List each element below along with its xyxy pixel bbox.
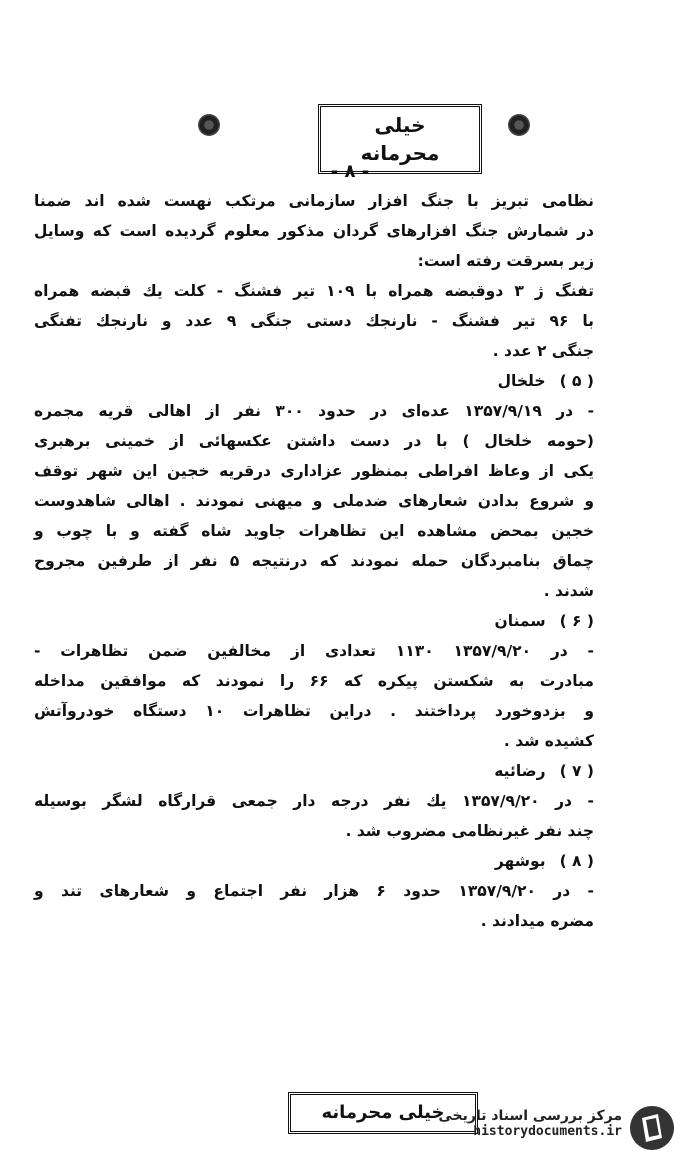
watermark-title: مرکز بررسی اسناد تاریخی [438,1108,622,1124]
section-number: ( ۶ ) [559,612,594,630]
section-line: کشیده شد . [503,732,594,750]
section-line: - در ۱۳۵۷/۹/۲۰ حدود ۶ هزار نفر اجتماع و شعارهای تند و [34,882,594,900]
section-line: چماق بنامبردگان حمله نمودند که درنتیجه ۵ نفر از طرفین مجروح [34,552,594,570]
document-body [34,186,594,936]
intro-line: با ۹۶ تیر فشنگ - نارنجك دستی جنگی ۹ عدد و نارنجك تفنگی [34,312,594,330]
intro-line: زیر بسرقت رفته است: [417,252,594,270]
section-number: ( ۵ ) [559,372,594,390]
intro-line: در شمارش جنگ افزارهای گردان مذکور معلوم گردیده است که وسایل [34,222,594,240]
section-place: سمنان [494,612,546,630]
section-line: مضره میدادند . [480,912,594,930]
intro-line: نظامی تبریز با جنگ افزار سازمانی مرتکب نهست شده اند ضمنا [34,192,594,210]
section-line: - در ۱۳۵۷/۹/۲۰ یك نفر درجه دار جمعی قرارگاه لشگر بوسیله [34,792,594,810]
archive-logo-icon [628,1104,676,1152]
section-heading-khalkhal [34,366,594,396]
page-number: - ۸ - [330,161,370,182]
section-line: مبادرت به شکستن پیکره که ۶۶ را نمودند که موافقین مداخله [34,672,594,690]
section-line: یکی از وعاظ افراطی بمنظور عزاداری درقریه خجین این شهر توقف [34,462,594,480]
section-place: بوشهر [494,852,546,870]
section-place: رضائیه [494,762,546,780]
section-number: ( ۷ ) [559,762,594,780]
section-heading-semnan [34,606,594,636]
section-number: ( ۸ ) [559,852,594,870]
section-line: و شروع بدادن شعارهای ضدملی و میهنی نمودند . اهالی شاهدوست [34,492,594,510]
section-line: شدند . [543,582,594,600]
section-line: - در ۱۳۵۷/۹/۲۰ ۱۱۳۰ تعدادی از مخالفین ضمن تظاهرات - [34,642,594,660]
section-line: خجین بمحض مشاهده این تظاهرات جاوید شاه گفته و با چوب و [34,522,594,540]
classification-stamp-bottom: خیلی محرمانه [288,1092,478,1134]
intro-line: جنگی ۲ عدد . [492,342,594,360]
classification-stamp-top: خیلی محرمانه [318,104,482,174]
watermark-url: historydocuments.ir [473,1124,622,1139]
section-heading-rezaiyeh [34,756,594,786]
archive-watermark [412,1108,622,1139]
intro-line: تفنگ ژ ۳ دوقبضه همراه با ۱۰۹ تیر فشنگ - کلت یك قبضه همراه [34,282,594,300]
section-place: خلخال [497,372,546,390]
section-line: - در ۱۳۵۷/۹/۱۹ عده‌ای در حدود ۳۰۰ نفر از اهالی قریه مجمره [34,402,594,420]
section-heading-bushehr [34,846,594,876]
left-seal-icon [198,114,220,136]
section-line: (حومه خلخال ) با در دست داشتن عکسهائی از خمینی برهبری [34,432,594,450]
section-line: و بزدوخورد پرداختند . دراین تظاهرات ۱۰ دستگاه خودروآتش [34,702,594,720]
section-line: چند نفر غیرنظامی مضروب شد . [345,822,594,840]
right-seal-icon [508,114,530,136]
